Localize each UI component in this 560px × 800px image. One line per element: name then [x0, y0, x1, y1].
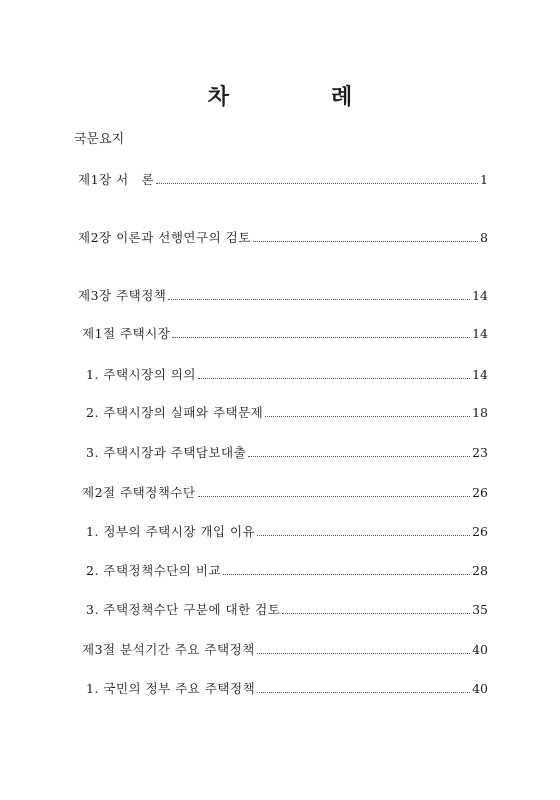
- toc-entry-page: 35: [472, 602, 488, 617]
- toc-entry-page: 28: [472, 563, 488, 578]
- toc-entry-page: 8: [480, 230, 488, 245]
- toc-entry-ch3-sec1-item2[interactable]: [86, 405, 488, 421]
- toc-entry-label: 제3장 주택정책: [78, 288, 167, 303]
- toc-entry-ch3-sec1[interactable]: [82, 326, 488, 342]
- toc-entry-label: 제1장 서 론: [78, 172, 155, 187]
- toc-entry-ch3-sec3-item1[interactable]: [86, 681, 488, 697]
- toc-entry-ch3-sec2-item3[interactable]: [86, 602, 488, 618]
- toc-entry-label: 제2절 주택정책수단: [82, 485, 196, 500]
- toc-entry-label: 3. 주택정책수단 구분에 대한 검토: [86, 602, 281, 617]
- dot-leader: [257, 652, 470, 654]
- toc-entry-label: 2. 주택정책수단의 비교: [86, 563, 222, 578]
- dot-leader: [172, 336, 470, 338]
- toc-entry-page: 40: [472, 681, 488, 696]
- dot-leader: [198, 495, 471, 497]
- toc-entry-page: 26: [472, 485, 488, 500]
- toc-entry-ch3-sec2-item1[interactable]: [86, 524, 488, 540]
- toc-entry-ch2[interactable]: [78, 230, 488, 246]
- toc-entry-page: 14: [472, 326, 488, 341]
- toc-entry-label: 제3절 분석기간 주요 주택정책: [82, 642, 255, 657]
- toc-entry-ch3-sec1-item3[interactable]: [86, 445, 488, 461]
- toc-entry-label: 3. 주택시장과 주택담보대출: [86, 445, 247, 460]
- dot-leader: [265, 415, 470, 417]
- dot-leader: [156, 182, 478, 184]
- toc-entry-label: 1. 주택시장의 의의: [86, 367, 196, 382]
- toc-entry-label: 1. 정부의 주택시장 개입 이유: [86, 524, 256, 539]
- dot-leader: [257, 691, 470, 693]
- toc-entry-ch3-sec1-item1[interactable]: [86, 367, 488, 383]
- toc-entry-label: 제1절 주택시장: [82, 326, 171, 341]
- toc-entry-ch3-sec3[interactable]: [82, 642, 488, 658]
- toc-entry-page: 23: [472, 445, 488, 460]
- dot-leader: [198, 377, 470, 379]
- toc-entry-ch3[interactable]: [78, 288, 488, 304]
- toc-entry-page: 1: [480, 172, 488, 187]
- toc-entry-page: 18: [472, 405, 488, 420]
- dot-leader: [257, 534, 470, 536]
- toc-entry-label: 1. 국민의 정부 주요 주택정책: [86, 681, 256, 696]
- abstract-label: 국문요지: [74, 132, 125, 147]
- toc-entry-page: 26: [472, 524, 488, 539]
- toc-entry-label: 제2장 이론과 선행연구의 검토: [78, 230, 251, 245]
- dot-leader: [248, 455, 470, 457]
- toc-entry-page: 40: [472, 642, 488, 657]
- dot-leader: [253, 240, 478, 242]
- toc-entry-ch1[interactable]: [78, 172, 488, 188]
- dot-leader: [168, 298, 470, 300]
- toc-entry-page: 14: [472, 288, 488, 303]
- dot-leader: [223, 573, 470, 575]
- dot-leader: [282, 612, 470, 614]
- toc-entry-label: 2. 주택시장의 실패와 주택문제: [86, 405, 264, 420]
- toc-entry-ch3-sec2[interactable]: [82, 485, 488, 501]
- toc-entry-page: 14: [472, 367, 488, 382]
- page-title: 차 례: [207, 84, 393, 110]
- toc-entry-ch3-sec2-item2[interactable]: [86, 563, 488, 579]
